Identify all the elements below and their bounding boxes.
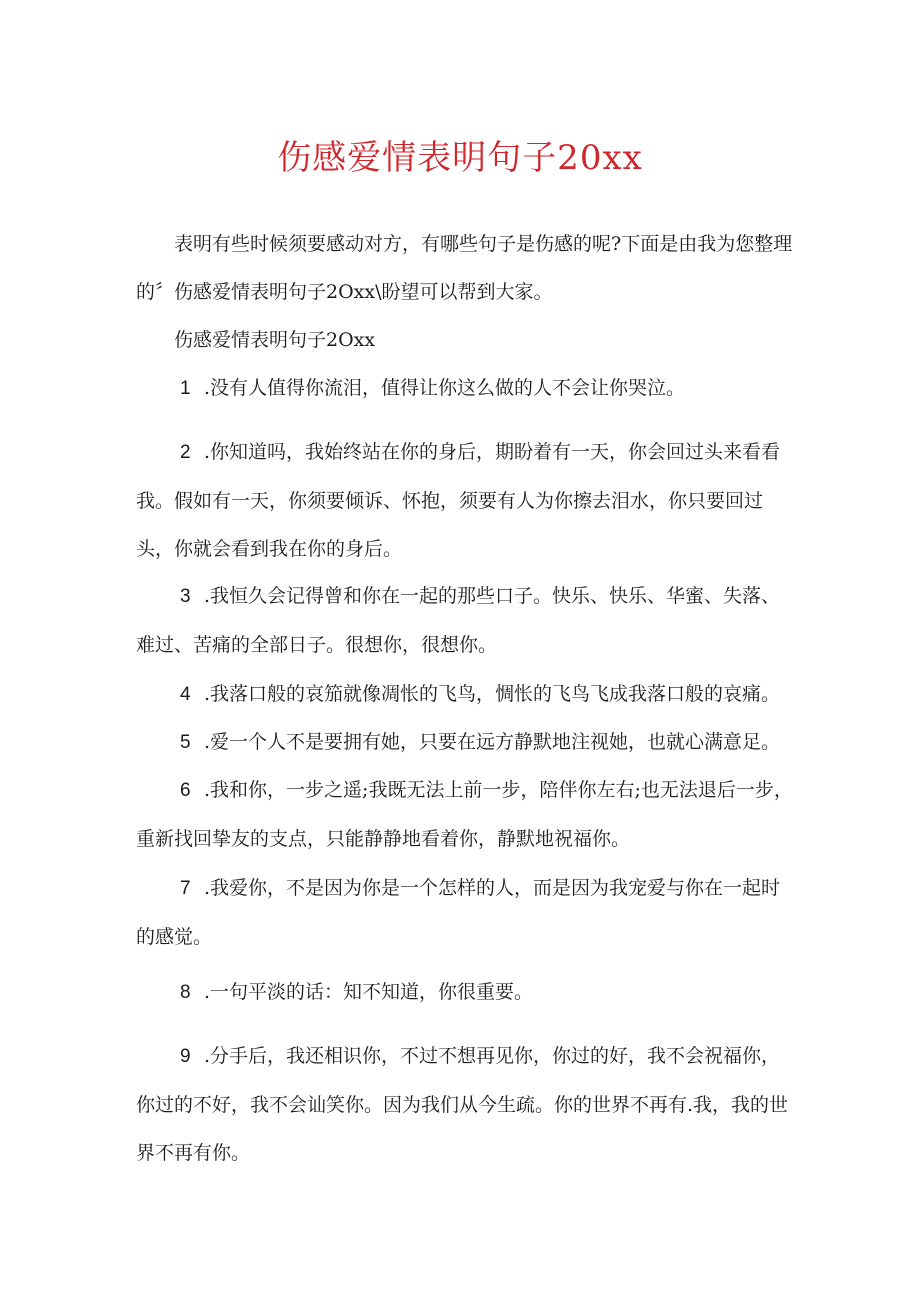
list-item	[136, 864, 796, 961]
list-item	[136, 718, 796, 767]
item-number: 1	[180, 378, 191, 399]
intro-paragraph: 表明有些时候须要感动对方，有哪些句子是伤感的呢?下面是由我为您整理的〞伤感爱情表明句子2Oxx\盼望可以帮到大家。	[136, 233, 793, 303]
list-item	[136, 670, 796, 719]
subheading: 伤感爱情表明句子2Oxx	[174, 329, 376, 351]
item-text: .一句平淡的话：知不知道，你很重要。	[204, 981, 534, 1003]
item-number: 4	[180, 684, 191, 705]
item-number: 2	[180, 442, 191, 463]
item-number: 9	[180, 1046, 191, 1067]
item-text: .没有人值得你流泪，值得让你这么做的人不会让你哭泣。	[204, 377, 686, 399]
item-number: 6	[180, 780, 191, 801]
item-text: .我恒久会记得曾和你在一起的那些口子。快乐、快乐、华蜜、失落、难过、苦痛的全部日子。很想你，很想你。	[136, 585, 781, 656]
item-text: .我落口般的哀笳就像凋怅的飞鸟，惆怅的飞鸟飞成我落口般的哀痛。	[204, 683, 781, 705]
item-number: 5	[180, 732, 191, 753]
list-item	[136, 766, 796, 863]
item-text: .我爱你，不是因为你是一个怎样的人，而是因为我宠爱与你在一起时的感觉。	[136, 877, 781, 948]
list-item	[136, 968, 796, 1017]
item-text: .你知道吗，我始终站在你的身后，期盼着有一天，你会回过头来看看我。假如有一天，你须要倾诉、怀抱，须要有人为你擦去泪水，你只要回过头，你就会看到我在你的身后。	[136, 441, 781, 560]
list-item	[136, 1032, 796, 1177]
document-title: 伤感爱情表明句子20xx	[277, 138, 643, 178]
item-text: .我和你，一步之遥;我既无法上前一步，陪伴你左右;也无法退后一步，重新找回挚友的支点，只能静静地看着你，静默地祝福你。	[136, 779, 793, 850]
item-text: .爱一个人不是要拥有她，只要在远方静默地注视她，也就心满意足。	[204, 731, 781, 753]
list-item	[136, 572, 796, 669]
item-number: 8	[180, 982, 191, 1003]
item-number: 3	[180, 586, 191, 607]
list-item	[136, 428, 796, 573]
item-number: 7	[180, 878, 191, 899]
item-text: .分手后，我还相识你，不过不想再见你，你过的好，我不会祝福你，你过的不好，我不会讪笑你。因为我们从今生疏。你的世界不再有.我，我的世界不再有你。	[136, 1045, 789, 1164]
list-item	[136, 364, 796, 413]
